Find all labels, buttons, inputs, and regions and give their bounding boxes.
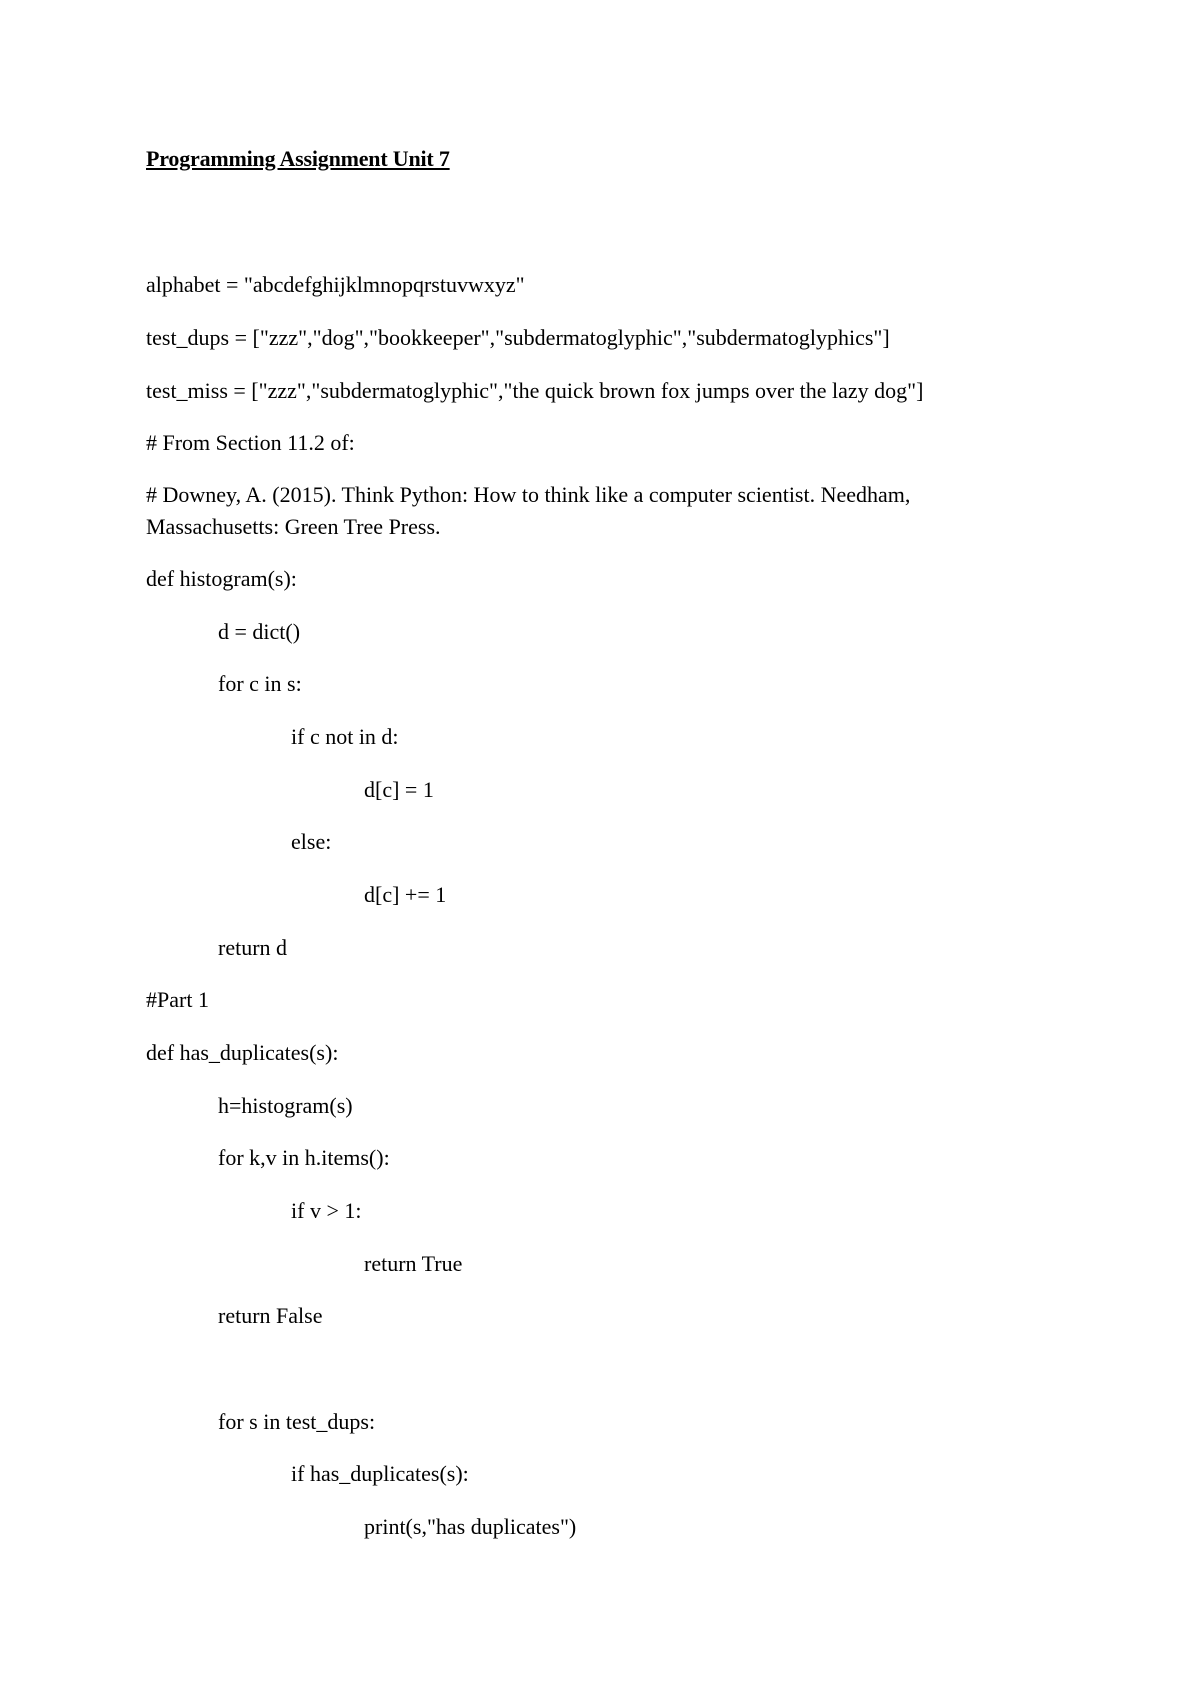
code-line-for-test-dups: for s in test_dups: [218,1409,376,1434]
code-line-return-false: return False [218,1303,323,1328]
code-line-assign-one: d[c] = 1 [364,777,434,802]
code-line-if-has-duplicates: if has_duplicates(s): [291,1461,469,1486]
code-line-alphabet: alphabet = "abcdefghijklmnopqrstuvwxyz" [146,272,525,297]
code-line-for-items: for k,v in h.items(): [218,1145,390,1170]
comment-line-citation: # Downey, A. (2015). Think Python: How to think like a computer scientist. Needham, Massachusetts: Green Tree Press. [146,482,911,539]
code-line-for-c: for c in s: [218,671,302,696]
code-line-def-histogram: def histogram(s): [146,566,297,591]
code-line-if-not-in: if c not in d: [291,724,399,749]
code-line-return-d: return d [218,935,288,960]
code-line-dict: d = dict() [218,619,301,644]
code-line-def-has-duplicates: def has_duplicates(s): [146,1040,339,1065]
comment-line-part-1: #Part 1 [146,987,209,1012]
comment-line-source: # From Section 11.2 of: [146,430,355,455]
code-line-test-dups: test_dups = ["zzz","dog","bookkeeper","subdermatoglyphic","subdermatoglyphics"] [146,325,890,350]
code-line-increment: d[c] += 1 [364,882,447,907]
code-line-print: print(s,"has duplicates") [364,1514,577,1539]
document-title: Programming Assignment Unit 7 [146,146,450,171]
code-line-h-histogram: h=histogram(s) [218,1093,353,1118]
code-line-if-v: if v > 1: [291,1198,362,1223]
code-line-return-true: return True [364,1251,463,1276]
code-line-else: else: [291,829,332,854]
code-line-test-miss: test_miss = ["zzz","subdermatoglyphic","the quick brown fox jumps over the lazy dog"] [146,378,924,403]
